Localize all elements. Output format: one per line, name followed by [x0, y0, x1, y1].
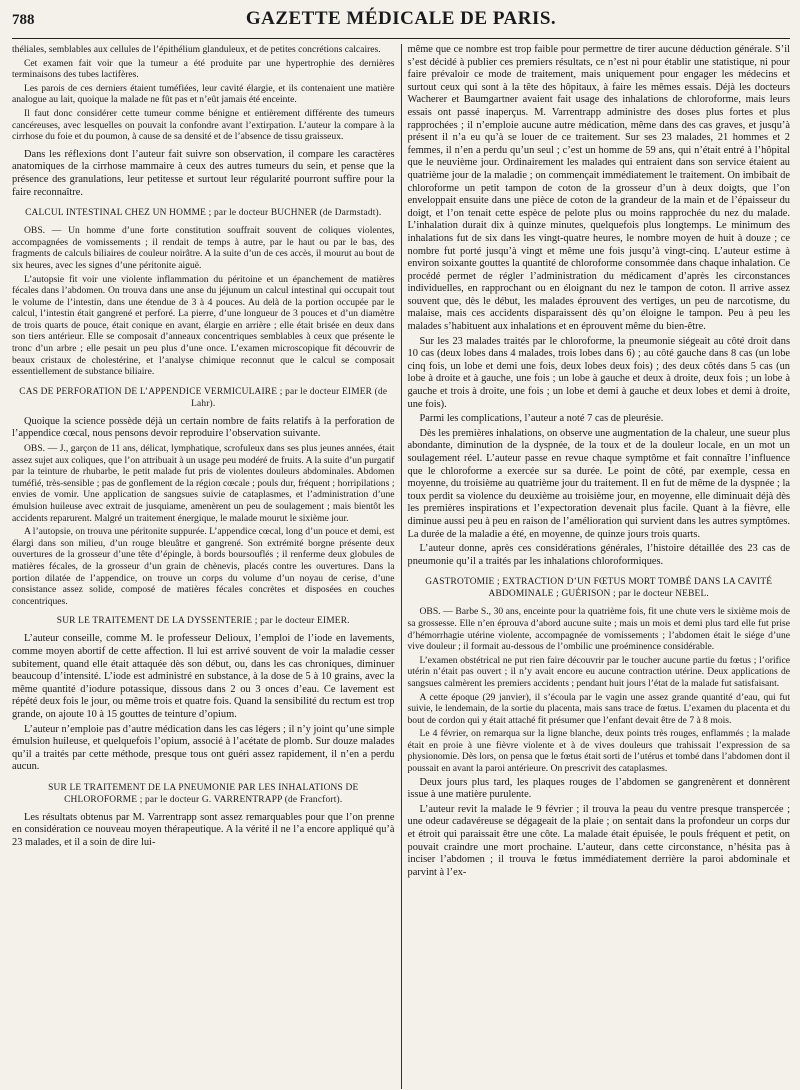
- paragraph: A cette époque (29 janvier), il s’écoula par le vagin une assez grande quantité d’eau, qui fut suivie, le lendemain, de la sortie du placenta, mais sans trace de fœtus. L’examen du placenta et du bout de cordon qui y était attaché fit présumer que l’enfant devait être de 7 à 8 mois.: [407, 691, 790, 726]
- paragraph: L’auteur donne, après ces considérations générales, l’histoire détaillée des 23 cas de pneumonie qu’il a traités par les inhalations chloroformiques.: [407, 543, 790, 567]
- page-header: [12, 8, 790, 39]
- paragraph: Les résultats obtenus par M. Varrentrapp sont assez remarquables pour que l’on prenne en considération ce nouveau moyen thérapeutique. A la vérité il ne l’a encore appliqué qu’à 23 malades, et il a soin de dire lui-: [12, 811, 395, 849]
- paragraph: Sur les 23 malades traités par le chloroforme, la pneumonie siégeait au côté droit dans 10 cas (deux lobes dans 4 malades, trois lobes dans 6) ; au côté gauche dans 8 cas (un lobe cinq fois, un lobe et demi une fois, deux lobes deux fois) ; des deux côtés dans 5 cas (un lobe à droite et à gauche, une fois ; un lobe à gauche et deux à droite, deux fois ; un lobe à gauche et trois à droite, une fois ; un lobe et demi à gauche et deux lobes et demi à droite, une fois).: [407, 335, 790, 410]
- paragraph: L’autopsie fit voir une violente inflammation du péritoine et un épanchement de matières fécales dans l’abdomen. On trouva dans une anse du jéjunum un calcul intestinal qui occupait tout le volume de l’intestin, dans une étendue de 3 à 4 pouces. Au delà de la portion occupée par le calcul, l’intestin était gangrené et perforé. La pierre, d’une longueur de 3 pouces et d’un diamètre de trois quarts de pouce, était conique en avant, élargie en arrière ; elle était brisée en deux dans son tiers antérieur. Elle se composait d’anneaux concentriques semblables à ceux que présente le tronc d’un arbre ; elle pesait un peu plus d’une once. L’examen microscopique fit découvrir de beaux cristaux de cholestérine, et l’analyse chimique reconnut que le calcul se composait essentiellement de substance biliaire.: [12, 273, 395, 378]
- section-title: SUR LE TRAITEMENT DE LA DYSSENTERIE ; par le docteur EIMER.: [56, 616, 350, 627]
- section-title: SUR LE TRAITEMENT DE LA PNEUMONIE PAR LES INHALATIONS DE CHLOROFORME ; par le docteur G. VARRENTRAPP (de Francfort).: [48, 782, 359, 805]
- section-title: GASTROTOMIE ; EXTRACTION D’UN FŒTUS MORT TOMBÉ DANS LA CAVITÉ ABDOMINALE ; GUÉRISON ; par le docteur NEBEL.: [425, 577, 773, 600]
- paragraph: théliales, semblables aux cellules de l’épithélium glanduleux, et de petites concrétions calcaires.: [12, 44, 381, 55]
- paragraph: L’auteur revit la malade le 9 février ; il trouva la peau du ventre presque transpercée ; une odeur cadavéreuse se dégageait de la plaie ; on sentait dans la profondeur un corps dur et étroit qui paraissait être une côte. La malade était épuisée, le pouls fréquent et petit, on pouvait craindre une mort prochaine. L’auteur, dans cette circonstance, n’hésita pas à inciser l’abdomen ; il trouva le fœtus immédiatement derrière la paroi abdominale et parvint à l’ex-: [407, 803, 790, 878]
- right-column: [401, 44, 791, 1089]
- journal-title: GAZETTE MÉDICALE DE PARIS.: [245, 8, 557, 29]
- paragraph: Quoique la science possède déjà un certain nombre de faits relatifs à la perforation de l’appendice cœcal, nous pensons devoir reproduire l’observation suivante.: [12, 415, 395, 440]
- observation: OBS. — J., garçon de 11 ans, délicat, lymphatique, scrofuleux dans ses plus jeunes années, était assez sujet aux coliques, que l’on attribuait à un usage peu modéré de fruits. A la suite d’un purgatif par la teinture de rhubarbe, le petit malade fut pris de violentes douleurs abdominales. Abdomen tuméfié, très-sensible ; pas de gonflement de la région cœcale ; pouls dur, fréquent ; horripilations ; envies de vomir. Une application de sangsues suivie de cataplasmes, et l’administration d’une émulsion huileuse avec extrait de jusquiame, amenèrent un peu de soulagement ; mais bientôt les accidents reparurent. Malgré un traitement énergique, le malade mourut le sixième jour.: [12, 443, 395, 524]
- observation: OBS. — Un homme d’une forte constitution souffrait souvent de coliques violentes, accompagnées de vomissements ; il rendait de temps à autre, par le haut ou par le bas, des fragments de calculs biliaires de couleur noirâtre. A la suite d’un de ces accès, il mourut au bout de six heures, avec les signes d’une péritonite aiguë.: [12, 225, 395, 271]
- paragraph: L’examen obstétrical ne put rien faire découvrir par le toucher aucune partie du fœtus ; l’orifice utérin n’était pas ouvert ; il n’y avait encore eu aucune contraction utérine. Deux applications de sangsues calmèrent les premiers accidents ; pendant huit jours l’état de la malade fut satisfaisant.: [407, 654, 790, 689]
- section-title: CAS DE PERFORATION DE L’APPENDICE VERMICULAIRE ; par le docteur EIMER (de Lahr).: [19, 386, 388, 409]
- page-number: 788: [12, 12, 35, 28]
- paragraph: Le 4 février, on remarqua sur la ligne blanche, deux points très rouges, enflammés ; la malade était en proie à une fièvre violente et à de vives douleurs que trahissait l’expression de sa physionomie. Dès lors, on pensa que le fœtus était sorti de l’utérus et tombé dans l’abdomen dont il poussait en avant la paroi antérieure. On prescrivit des cataplasmes.: [407, 728, 790, 775]
- paragraph: Parmi les complications, l’auteur a noté 7 cas de pleurésie.: [419, 413, 664, 425]
- paragraph: Les parois de ces derniers étaient tuméfiées, leur cavité élargie, et ils contenaient une matière analogue au lait, quoique la malade ne fût pas et n’eût jamais été enceinte.: [12, 82, 395, 106]
- paragraph: Dès les premières inhalations, on observe une augmentation de la chaleur, une sueur plus abondante, diminution de la dyspnée, de la toux et de la douleur locale, en un mot un soulagement réel. L’auteur passe en revue chaque symptôme et fait connaître l’influence que le chloroforme a exercée sur sa durée. Le point de côté, par exemple, cessa en moyenne, du troisième au quatrième jour du traitement. Il en fut de même de la dyspnée ; la toux perdit sa violence du deuxième au troisième jour, en moyenne, elle diminuait déjà dès les premières inspirations et l’expectoration devenait plus facile. Quant à la fièvre, elle diminue aussi peu à peu en raison de l’amélioration qui survient dans les autres symptômes. La durée de la maladie a été, en moyenne, de quinze jours trois quarts.: [407, 427, 790, 540]
- section-title: CALCUL INTESTINAL CHEZ UN HOMME ; par le docteur BUCHNER (de Darmstadt).: [25, 208, 382, 219]
- paragraph: A l’autopsie, on trouva une péritonite suppurée. L’appendice cœcal, long d’un pouce et demi, est élargi dans son milieu, d’un rouge bleuâtre et gangrené. Son extrémité borgne présente deux ouvertures de la grosseur d’une tête d’épingle, à bords boursouflés ; il renferme deux globules de matières fécales, de la grosseur d’un grain de chènevis, placés contre les ouvertures. Dans la portion dilatée de l’appendice, on trouve un corps du volume d’un noyau de cerise, d’une consistance assez solide, composé de matières fécales concrètes et disposées en couches concentriques.: [12, 526, 395, 607]
- paragraph: même que ce nombre est trop faible pour permettre de tirer aucune déduction générale. S’il s’est décidé à publier ces premiers résultats, ce n’est ni pour établir une statistique, ni pour faire prévaloir ce mode de traitement, mais uniquement pour engager les médecins et surtout ceux qui sont à la tête des hôpitaux, à faire les mêmes essais. Déjà les docteurs Wacherer et Baumgartner avaient fait usage des inhalations de chloroforme, mais leurs essais ont passé inaperçus. M. Varrentrapp administre des doses plus fortes et plus rapprochées ; il n’emploie aucune autre médication, même dans des cas graves, et jusqu’à présent il n’a eu qu’à se louer de ce traitement. Sur ses 23 malades, 21 hommes et 2 femmes, il n’en a perdu qu’un seul ; c’est un homme de 59 ans, qui n’était entré à l’hôpital que le neuvième jour. Ordinairement les malades qui entraient dans son service étaient au quatrième jour de la maladie ; on commençait immédiatement le traitement. On imbibait de chloroforme un petit tampon de coton de la grosseur d’un à deux doigts, que l’on enveloppait ensuite dans une pièce de coton de la grandeur de la main et de l’épaisseur du doigt, et l’on tenait cette espèce de pelote plus ou moins rapprochée du nez du malade. L’inhalation durait dix à quinze minutes, quelquefois plus longtemps. Le minimum des inhalations fut de six dans les vingt-quatre heures, le nombre moyen de huit à douze ; ce nombre fut porté jusqu’à vingt et même une fois jusqu’à vingt-cinq. L’auteur estime à environ soixante gouttes la quantité de chloroforme consommée dans chaque inhalation. Ce procédé permet de régler l’administration du médicament d’après les circonstances individuelles, en rapprochant ou en éloignant du nez le tampon de coton. Il arrive assez souvent que, dès le début, les malades éprouvent des vertiges, un peu de narcotisme, du malaise, mais ces accidents disparaissent dès qu’on éloigne le tampon. Peu à peu les malades s’habituent aux inhalations et en éprouvent même du bien-être.: [407, 44, 790, 333]
- paragraph: Dans les réflexions dont l’auteur fait suivre son observation, il compare les caractères anatomiques de la cirrhose mammaire à ceux des autres tumeurs du sein, et pense que la présence des granulations, leur petitesse et surtout leur régularité pourront suffire pour la faire reconnaître.: [12, 148, 395, 198]
- paragraph: L’auteur conseille, comme M. le professeur Delioux, l’emploi de l’iode en lavements, comme moyen abortif de cette affection. Il lui est arrivé souvent de voir la maladie cesser subitement, quand elle était attaquée dès son début, ou, dans les cas chroniques, diminuer beaucoup d’intensité. L’iode est administré en substance, à la dose de 5 à 10 grains, avec la même quantité d’iodure potassique, dissous dans 2 ou 3 onces d’eau. Ce lavement est répété deux fois le jour, ou même trois et quatre fois. Quand la sensibilité du rectum est trop grande, on ajoute 10 à 15 gouttes de teinture d’opium.: [12, 633, 395, 720]
- paragraph: Cet examen fait voir que la tumeur a été produite par une hypertrophie des dernières terminaisons des tubes lactifères.: [12, 57, 395, 81]
- observation: OBS. — Barbe S., 30 ans, enceinte pour la quatrième fois, fit une chute vers le sixième mois de sa grossesse. Elle n’en éprouva d’abord aucune suite ; mais un mois et demi plus tard elle fut prise d’hémorrhagie utérine violente, accompagnée de vomissements ; l’abdomen était le siége d’une vive douleur ; il formait au-dessous de l’ombilic une proéminence considérable.: [407, 606, 790, 653]
- text-columns: [12, 44, 790, 1089]
- paragraph: Deux jours plus tard, les plaques rouges de l’abdomen se gangrenèrent et donnèrent issue à une matière purulente.: [407, 776, 790, 801]
- paragraph: Il faut donc considérer cette tumeur comme bénigne et entièrement différente des tumeurs cancéreuses, avec lesquelles on pouvait la confondre avant l’extirpation. L’auteur la compare à la cirrhose du foie et du poumon, à cause de sa densité et de l’absence de tissu graisseux.: [12, 107, 395, 143]
- paragraph: L’auteur n’emploie pas d’autre médication dans les cas légers ; il n’y joint qu’une simple émulsion huileuse, et quelquefois l’opium, associé à l’acétate de plomb. Sur douze malades qu’il a traités par cette méthode, presque tous ont guéri assez rapidement, il n’en a perdu aucun.: [12, 723, 395, 773]
- left-column: [12, 44, 401, 1089]
